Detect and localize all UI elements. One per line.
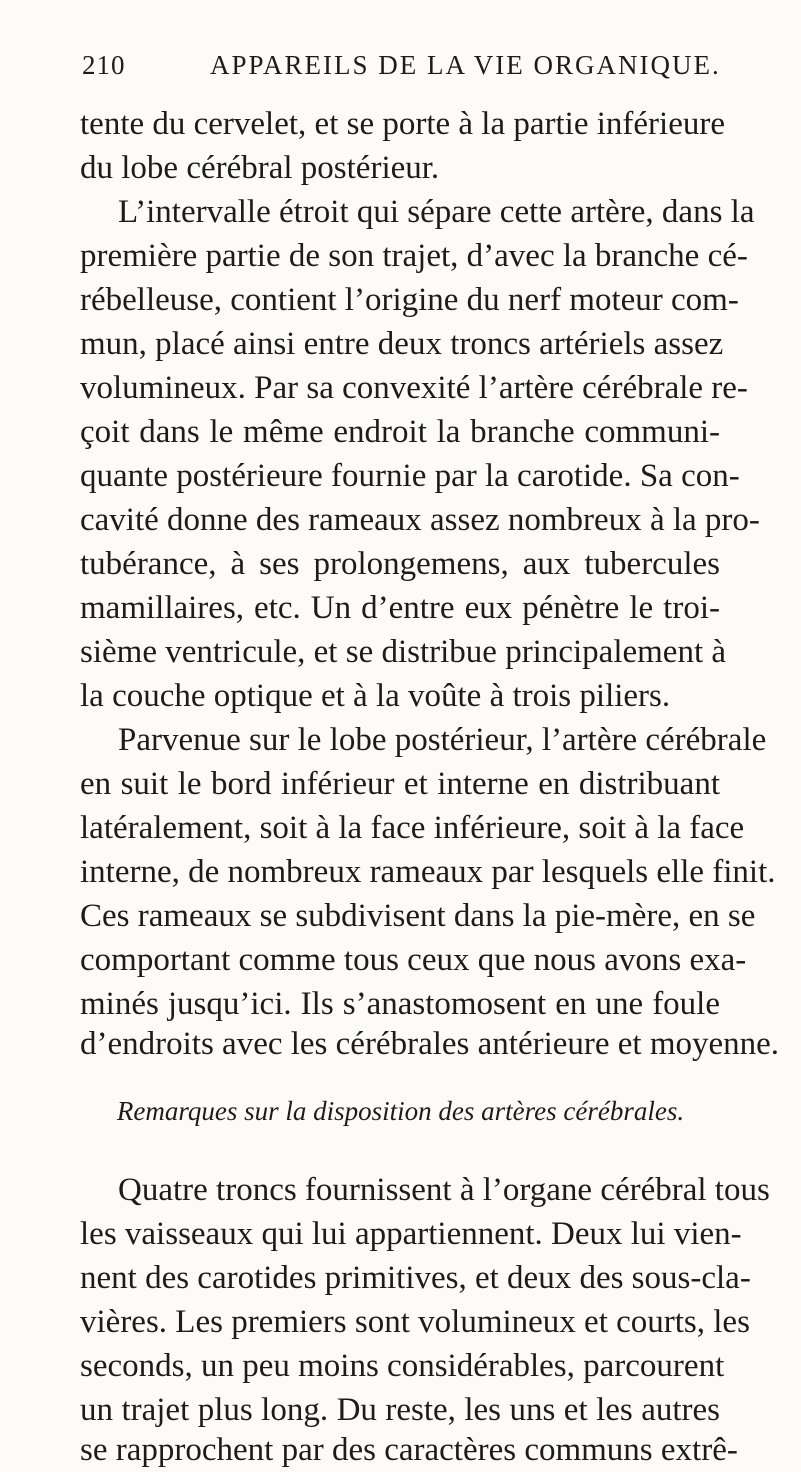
text-line: Ces rameaux se subdivisent dans la pie-mère, en se xyxy=(80,898,756,934)
text-line: interne, de nombreux rameaux par lesquels elle finit. xyxy=(80,854,776,890)
text-line: volumineux. Par sa convexité l’artère cérébrale re- xyxy=(80,370,748,406)
text-line: un trajet plus long. Du reste, les uns et les autres xyxy=(80,1392,720,1428)
text-line: comportant comme tous ceux que nous avons exa- xyxy=(80,942,747,978)
text-line: rébelleuse, contient l’origine du nerf moteur com- xyxy=(80,282,739,318)
text-line: çoit dans le même endroit la branche communi- xyxy=(80,414,720,450)
text-line: cavité donne des rameaux assez nombreux à la pro- xyxy=(80,502,760,538)
text-line: les vaisseaux qui lui appartiennent. Deux lui vien- xyxy=(80,1216,742,1252)
page-number: 210 xyxy=(82,50,126,80)
text-line: Parvenue sur le lobe postérieur, l’artère cérébrale xyxy=(118,722,767,758)
text-line: vières. Les premiers sont volumineux et courts, les xyxy=(80,1304,750,1340)
page-header xyxy=(82,50,722,90)
text-line: L’intervalle étroit qui sépare cette artère, dans la xyxy=(118,194,755,230)
text-line: seconds, un peu moins considérables, parcourent xyxy=(80,1348,725,1384)
text-line: d’endroits avec les cérébrales antérieure et moyenne. xyxy=(80,1026,780,1062)
text-line: première partie de son trajet, d’avec la branche cé- xyxy=(80,238,748,274)
text-line: se rapprochent par des caractères communs extrê- xyxy=(80,1432,738,1468)
text-line: tente du cervelet, et se porte à la partie inférieure xyxy=(80,106,725,142)
section-heading: Remarques sur la disposition des artères cérébrales. xyxy=(116,1096,685,1126)
text-line: minés jusqu’ici. Ils s’anastomosent en une foule xyxy=(80,986,720,1022)
text-line: sième ventricule, et se distribue principalement à xyxy=(80,634,727,670)
text-line: latéralement, soit à la face inférieure, soit à la face xyxy=(80,810,745,846)
text-line: en suit le bord inférieur et interne en distribuant xyxy=(80,766,720,802)
text-line: Quatre troncs fournissent à l’organe cérébral tous xyxy=(118,1172,770,1208)
text-line: mamillaires, etc. Un d’entre eux pénètre le troi- xyxy=(80,590,720,626)
text-line: nent des carotides primitives, et deux des sous-cla- xyxy=(80,1260,751,1296)
text-line: mun, placé ainsi entre deux troncs artériels assez xyxy=(80,326,724,362)
text-line: la couche optique et à la voûte à trois piliers. xyxy=(80,678,671,714)
text-line: tubérance, à ses prolongemens, aux tubercules xyxy=(80,546,720,582)
running-title: APPAREILS DE LA VIE ORGANIQUE. xyxy=(210,50,721,80)
text-line: du lobe cérébral postérieur. xyxy=(80,150,440,186)
text-line: quante postérieure fournie par la carotide. Sa con- xyxy=(80,458,740,494)
